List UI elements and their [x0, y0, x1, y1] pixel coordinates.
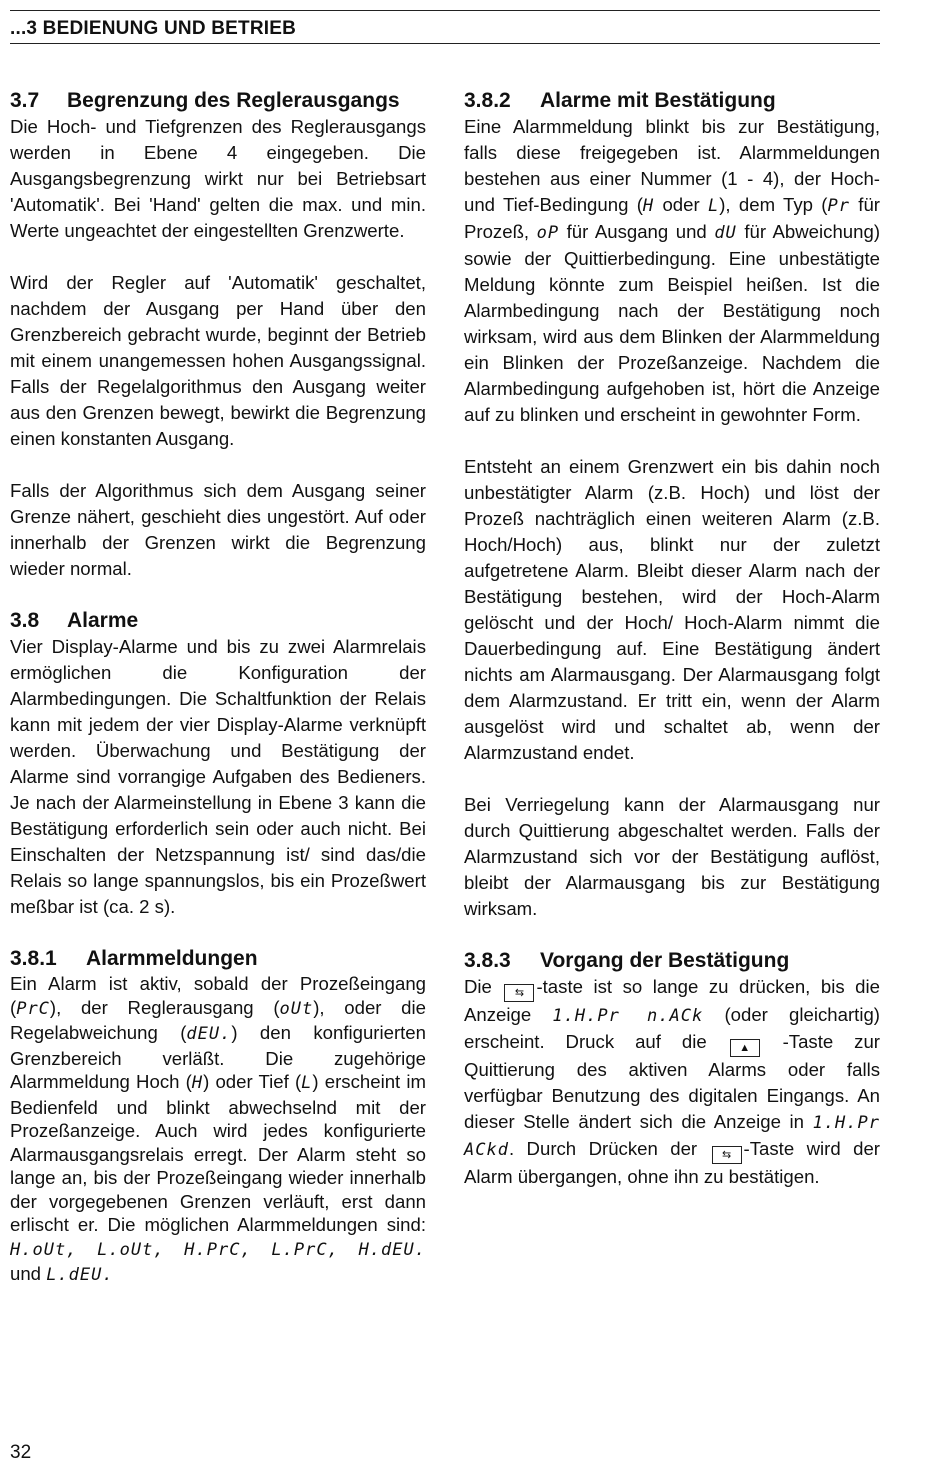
paragraph: Bei Verriegelung kann der Alarmausgang nur durch Quittierung abgeschaltet werden. Falls der Alarmzustand sich vor der Bestätigung auflöst, bleibt der Alarmausgang bis zur Bestätigung wirksam. — [464, 794, 880, 919]
paragraph: Falls der Algorithmus sich dem Ausgang seiner Grenze nähert, geschieht dies ungestört. Auf oder innerhalb der Grenzen wirkt die Begrenzung wieder normal. — [10, 480, 426, 579]
section-3-8-3-heading — [464, 948, 880, 974]
display-code: dEU. — [186, 1024, 232, 1044]
section-number: 3.8.1 — [10, 947, 57, 970]
section-number: 3.8.2 — [464, 89, 511, 112]
page-number: 32 — [10, 1442, 32, 1463]
section-title: Begrenzung des Reglerausgangs — [67, 89, 400, 112]
display-code: oUt — [279, 998, 314, 1019]
section-3-8-2-heading — [464, 88, 880, 114]
display-code: dU — [714, 223, 737, 243]
display-code: 1.H.Pr n.ACk — [552, 1006, 704, 1026]
display-code: H — [191, 1073, 204, 1093]
paragraph: Die Hoch- und Tiefgrenzen des Reglerausgangs werden in Ebene 4 eingegeben. Die Ausgangsbegrenzung wirkt nur bei Betriebsart 'Automatik'. Bei 'Hand' gelten die max. und min. Werte ungeachtet der eingestellten Grenzwerte. — [10, 116, 426, 241]
section-3-8-heading — [10, 608, 426, 634]
display-code: L — [301, 1073, 313, 1093]
section-title: Alarme mit Bestätigung — [540, 89, 776, 112]
scroll-key-icon: ⇆ — [712, 1146, 742, 1164]
section-title: Vorgang der Bestätigung — [540, 949, 790, 972]
display-code: L.dEU. — [46, 1265, 114, 1285]
display-code: 1.H.Pr ACkd — [464, 1113, 880, 1160]
display-code: H.oUt, L.oUt, H.PrC, L.PrC, H.dEU. — [10, 1239, 426, 1260]
scroll-key-icon: ⇆ — [504, 984, 534, 1002]
paragraph: Die ⇆ -taste ist so lange zu drücken, bis die Anzeige 1.H.Pr n.ACk (oder gleichartig) erscheint. Druck auf die ▲ -Taste zur Quittierung des aktiven Alarms oder falls verfügbar Benutzung des digitalen Eingangs. An dieser Stelle ändert sich die Anzeige in 1.H.Pr ACkd. Durch Drücken der ⇆ -Taste wird der Alarm übergangen, ohne ihn zu bestätigen. — [464, 976, 881, 1187]
section-number: 3.8.3 — [464, 949, 511, 972]
paragraph: Entsteht an einem Grenzwert ein bis dahin noch unbestätigter Alarm (z.B. Hoch) und löst der Prozeß nachträglich einen weiteren Alarm (z.B. Hoch/Hoch) aus, blinkt nur der zuletzt aufgetretene Alarm. Bleibt dieser Alarm nach der Bestätigung bestehen, wird der Hoch-Alarm gelöscht und der Hoch/ Hoch-Alarm nimmt die Dauerbedingung auf. Eine Bestätigung ändert nichts am Alarmausgang. Der Alarmausgang folgt dem Alarmzustand. Er tritt ein, wenn der Alarm ausgelöst wird und schaltet ab, wenn der Alarmzustand endet. — [464, 456, 880, 763]
page-header — [10, 10, 880, 44]
paragraph: Eine Alarmmeldung blinkt bis zur Bestätigung, falls diese freigegeben ist. Alarmmeldungen bestehen aus einer Nummer (1 - 4), der Hoch- und Tief-Bedingung (H oder L), dem Typ (Pr für Prozeß, oP für Ausgang und dU für Abweichung) sowie der Quittierbedingung. Eine unbestätigte Meldung könnte zum Beispiel heißen. Ist die Alarmbedingung nach der Bestätigung noch wirksam, wird aus dem Blinken der Alarmmeldung ein Blinken der Prozeßanzeige. Nachdem die Alarmbedingung aufgehoben ist, hört die Anzeige auf zu blinken und erscheint in gewohnter Form. — [464, 116, 881, 425]
up-arrow-key-icon: ▲ — [730, 1039, 760, 1057]
section-3-8-1-heading — [10, 946, 426, 972]
display-code: PrC — [16, 998, 50, 1019]
section-title: Alarmmeldungen — [86, 947, 258, 970]
paragraph: Vier Display-Alarme und bis zu zwei Alarmrelais ermöglichen die Konfiguration der Alarmbedingungen. Die Schaltfunktion der Relais kann mit jedem der vier Display-Alarme verknüpft werden. Überwachung und Bestätigung der Alarme sind vorrangige Aufgaben des Bedieners. Je nach der Alarmeinstellung in Ebene 3 kann die Bestätigung erforderlich sein oder auch nicht. Bei Einschalten der Netzspannung ist/ sind das/die Relais so lange spannungslos, bis ein Prozeßwert meßbar ist (ca. 2 s). — [10, 636, 426, 917]
section-number: 3.7 — [10, 89, 40, 112]
paragraph: Ein Alarm ist aktiv, sobald der Prozeßeingang (PrC), der Reglerausgang (oUt), oder die Regelabweichung (dEU.) den konfigurierten Grenzbereich verläßt. Die zugehörige Alarmmeldung Hoch (H) oder Tief (L) erscheint im Bedienfeld und blinkt abwechselnd mit der Prozeßanzeige. Auch wird jedes konfigurierte Alarmausgangsrelais erregt. Der Alarm steht so lange an, bis der Prozeßeingang wieder innerhalb der vorgegebenen Grenzen verläuft, erst dann erlischt er. Die möglichen Alarmmeldungen sind: H.oUt, L.oUt, H.PrC, L.PrC, H.dEU. und L.dEU. — [10, 973, 427, 1285]
section-3-7-heading — [10, 88, 426, 114]
section-number: 3.8 — [10, 609, 40, 632]
display-code: L — [707, 196, 720, 216]
left-column — [10, 88, 426, 1288]
display-code: Pr — [827, 196, 850, 216]
chapter-title: ...3 BEDIENUNG UND BETRIEB — [10, 18, 297, 39]
right-column — [464, 88, 880, 1190]
paragraph: Wird der Regler auf 'Automatik' geschaltet, nachdem der Ausgang per Hand über den Grenzbereich gebracht wurde, beginnt der Betrieb mit einem unangemessen hohen Ausgangssignal. Falls der Regelalgorithmus den Ausgang weiter aus den Grenzen bewegt, bewirkt die Begrenzung einen konstanten Ausgang. — [10, 272, 426, 449]
section-title: Alarme — [67, 609, 139, 632]
display-code: oP — [536, 223, 560, 243]
display-code: H — [642, 196, 655, 216]
